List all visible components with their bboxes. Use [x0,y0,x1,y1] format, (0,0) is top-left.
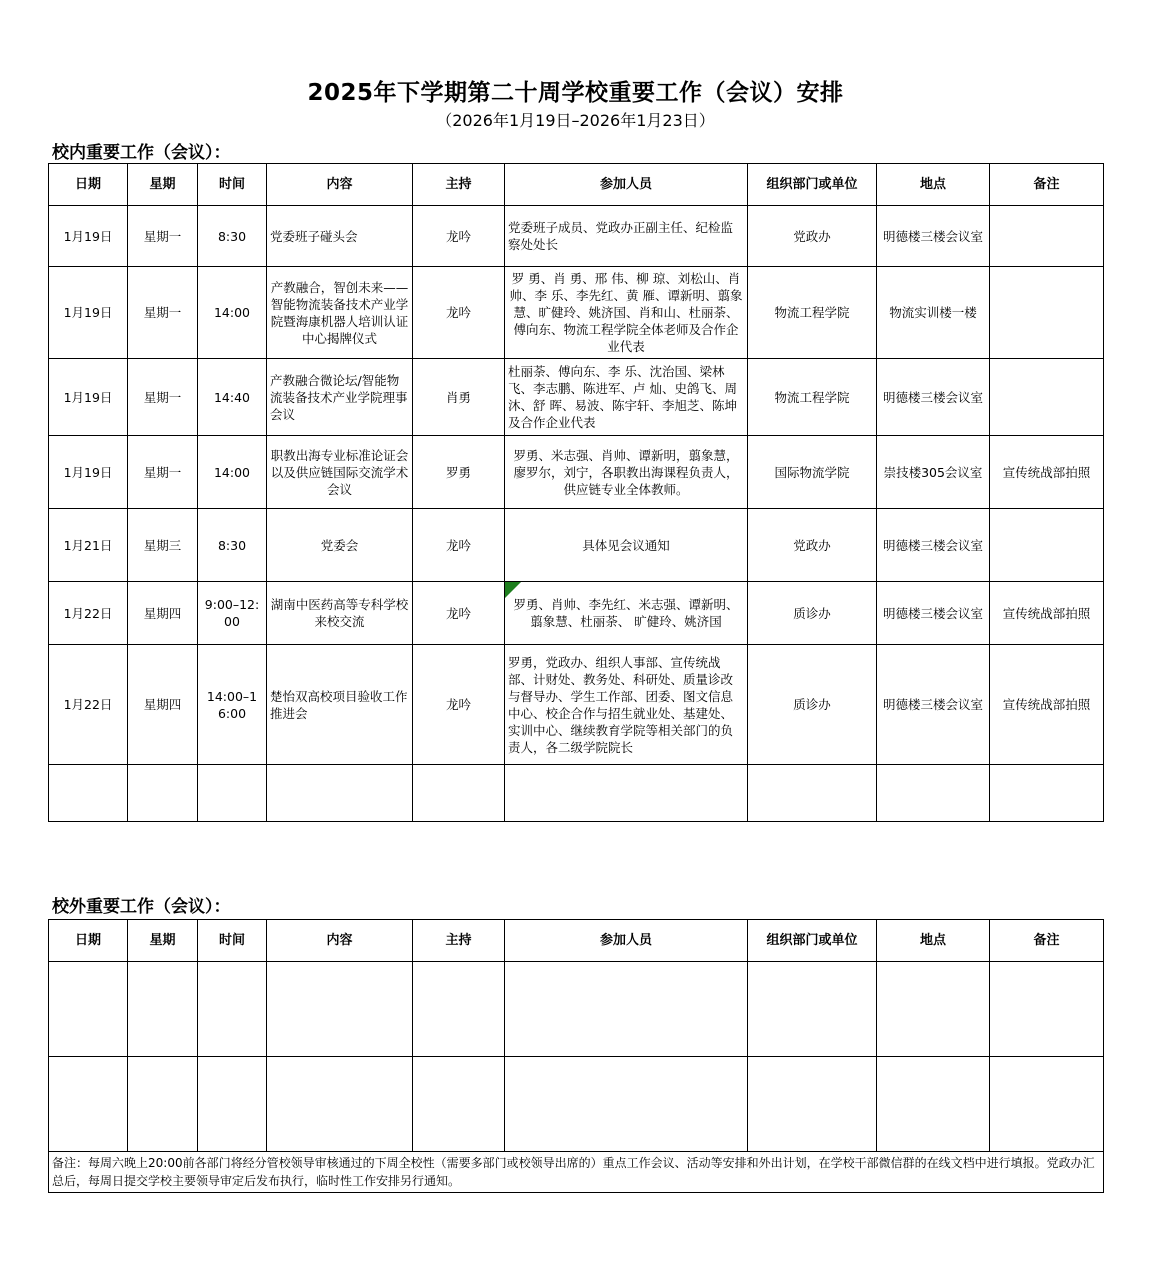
header-row [49,164,1104,206]
cell-time: 8:30 [198,509,267,582]
outer-schedule-table [48,919,1104,1193]
cell-organizer: 党政办 [748,509,877,582]
cell-host: 龙吟 [413,645,505,765]
cell-participants: 具体见会议通知 [505,509,748,582]
cell-content: 党委班子碰头会 [267,206,413,267]
cell-host: 龙吟 [413,267,505,359]
col-header-content: 内容 [267,164,413,206]
col-header-participants: 参加人员 [505,164,748,206]
col-header-host: 主持 [413,164,505,206]
table-row [49,206,1104,267]
cell-time: 9:00–12:00 [198,582,267,645]
cell-date: 1月19日 [49,206,128,267]
cell-participants: 罗勇，党政办、组织人事部、宣传统战部、计财处、教务处、科研处、质量诊改与督导办、学生工作部、团委、图文信息中心、校企合作与招生就业处、基建处、实训中心、继续教育学院等相关部门的负责人，各二级学院院长 [505,645,748,765]
header-row [49,920,1104,962]
inner-schedule-table [48,163,1104,822]
table-row [49,359,1104,436]
cell-content: 楚怡双高校项目验收工作推进会 [267,645,413,765]
table-row [49,267,1104,359]
cell-date: 1月21日 [49,509,128,582]
cell-participants: 罗勇、米志强、肖帅、谭新明，翦象慧，廖罗尔，刘宁，各职教出海课程负责人，供应链专业全体教师。 [505,436,748,509]
footnote-row [49,1152,1104,1193]
cell-organizer: 物流工程学院 [748,267,877,359]
col-header-time: 时间 [198,164,267,206]
cell-content: 产教融合，智创未来——智能物流装备技术产业学院暨海康机器人培训认证中心揭牌仪式 [267,267,413,359]
cell-host: 龙吟 [413,509,505,582]
cell-weekday: 星期一 [128,267,198,359]
cell-weekday: 星期四 [128,582,198,645]
col-header-content: 内容 [267,920,413,962]
cell-date: 1月22日 [49,645,128,765]
col-header-time: 时间 [198,920,267,962]
cell-location: 物流实训楼一楼 [877,267,990,359]
cell-note [990,206,1104,267]
cell-weekday: 星期一 [128,436,198,509]
cell-location: 崇技楼305会议室 [877,436,990,509]
cell-participants: 罗 勇、肖 勇、邢 伟、柳 琼、刘松山、肖 帅、李 乐、李先红、黄 雁、谭新明、翦象慧、旷健玲、姚济国、肖和山、杜丽荼、傅向东、物流工程学院全体老师及合作企业代表 [505,267,748,359]
col-header-participants: 参加人员 [505,920,748,962]
cell-note [990,359,1104,436]
col-header-weekday: 星期 [128,164,198,206]
cell-organizer: 质诊办 [748,645,877,765]
cell-content: 党委会 [267,509,413,582]
cell-location: 明德楼三楼会议室 [877,582,990,645]
cell-note: 宣传统战部拍照 [990,582,1104,645]
cell-location: 明德楼三楼会议室 [877,645,990,765]
cell-note: 宣传统战部拍照 [990,436,1104,509]
col-header-organizer: 组织部门或单位 [748,164,877,206]
cell-weekday: 星期三 [128,509,198,582]
cell-organizer: 国际物流学院 [748,436,877,509]
cell-organizer: 物流工程学院 [748,359,877,436]
cell-location: 明德楼三楼会议室 [877,206,990,267]
cell-time: 14:00 [198,267,267,359]
col-header-note: 备注 [990,164,1104,206]
table-row [49,582,1104,645]
cell-note [990,267,1104,359]
cell-date: 1月19日 [49,359,128,436]
col-header-note: 备注 [990,920,1104,962]
cell-time: 8:30 [198,206,267,267]
empty-row [49,765,1104,822]
col-header-organizer: 组织部门或单位 [748,920,877,962]
col-header-weekday: 星期 [128,920,198,962]
empty-row [49,962,1104,1057]
table-row [49,436,1104,509]
cell-participants: 罗勇、肖帅、李先红、米志强、谭新明、翦象慧、杜丽荼、 旷健玲、姚济国 [505,582,748,645]
cell-content: 职教出海专业标准论证会以及供应链国际交流学术会议 [267,436,413,509]
table-row [49,509,1104,582]
cell-date: 1月19日 [49,436,128,509]
cell-host: 龙吟 [413,582,505,645]
cell-date: 1月19日 [49,267,128,359]
col-header-location: 地点 [877,920,990,962]
cell-content: 湖南中医药高等专科学校来校交流 [267,582,413,645]
cell-weekday: 星期四 [128,645,198,765]
cell-date: 1月22日 [49,582,128,645]
cell-host: 龙吟 [413,206,505,267]
cell-content: 产教融合微论坛/智能物流装备技术产业学院理事会议 [267,359,413,436]
inner-section-label: 校内重要工作（会议）： [52,143,231,163]
date-range-subtitle: （2026年1月19日–2026年1月23日） [436,111,715,130]
table-row [49,645,1104,765]
footnote-text: 备注：每周六晚上20:00前各部门将经分管校领导审核通过的下周全校性（需要多部门或校领导出席的）重点工作会议、活动等安排和外出计划，在学校干部微信群的在线文档中进行填报。党政办汇总后，每周日提交学校主要领导审定后发布执行，临时性工作安排另行通知。 [49,1152,1104,1193]
cell-location: 明德楼三楼会议室 [877,359,990,436]
cell-organizer: 党政办 [748,206,877,267]
page-title: 2025年下学期第二十周学校重要工作（会议）安排 [307,80,844,106]
cell-weekday: 星期一 [128,206,198,267]
cell-organizer: 质诊办 [748,582,877,645]
cell-participants: 杜丽荼、傅向东、李 乐、沈治国、梁林飞、李志鹏、陈进军、卢 灿、史鸽飞、周 沐、舒 晖、易波、陈宇轩、李旭芝、陈坤及合作企业代表 [505,359,748,436]
cell-host: 肖勇 [413,359,505,436]
cell-time: 14:00–16:00 [198,645,267,765]
cell-note [990,509,1104,582]
col-header-location: 地点 [877,164,990,206]
col-header-date: 日期 [49,920,128,962]
cell-weekday: 星期一 [128,359,198,436]
cell-note: 宣传统战部拍照 [990,645,1104,765]
col-header-date: 日期 [49,164,128,206]
cell-participants: 党委班子成员、党政办正副主任、纪检监察处处长 [505,206,748,267]
cell-time: 14:40 [198,359,267,436]
cell-location: 明德楼三楼会议室 [877,509,990,582]
outer-section-label: 校外重要工作（会议）： [52,897,231,917]
empty-row [49,1057,1104,1152]
cell-host: 罗勇 [413,436,505,509]
col-header-host: 主持 [413,920,505,962]
cell-time: 14:00 [198,436,267,509]
